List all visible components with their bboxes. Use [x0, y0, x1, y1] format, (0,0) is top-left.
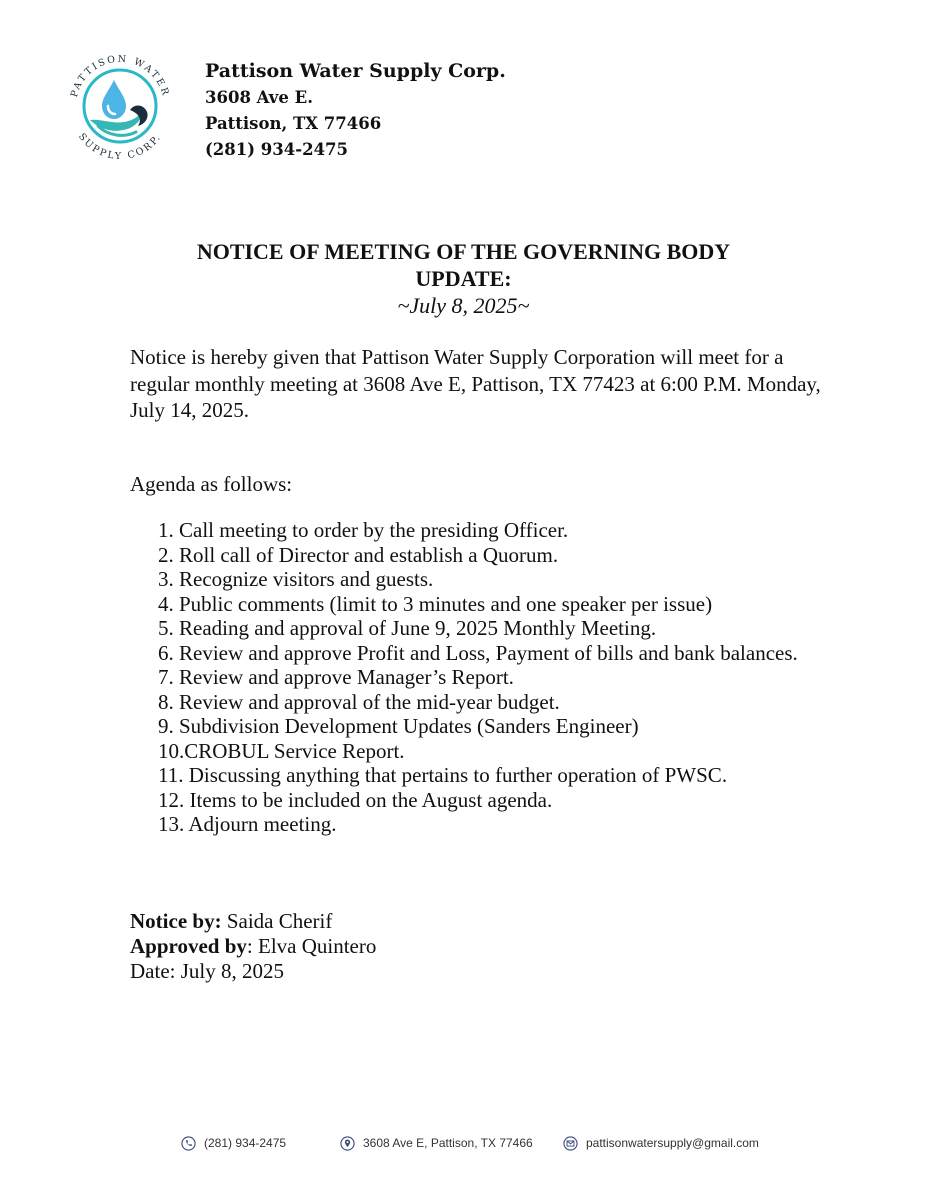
footer-contact-bar — [0, 1132, 927, 1154]
approved-by-label: Approved by — [130, 934, 247, 958]
agenda-item — [158, 812, 798, 837]
agenda-item-text: Recognize visitors and guests. — [179, 567, 434, 591]
agenda-item — [158, 543, 798, 568]
agenda-item — [158, 665, 798, 690]
agenda-item-number: 12. — [158, 787, 185, 812]
agenda-list — [158, 518, 798, 837]
email-icon — [563, 1136, 578, 1151]
notice-title — [0, 238, 927, 319]
agenda-item-text: Reading and approval of June 9, 2025 Monthly Meeting. — [179, 616, 657, 640]
footer-phone-text: (281) 934-2475 — [204, 1136, 287, 1150]
agenda-item-text: Review and approval of the mid-year budget. — [179, 689, 560, 714]
agenda-item-number: 5. — [158, 616, 174, 640]
agenda-item-text: Subdivision Development Updates (Sanders Engineer) — [179, 714, 639, 738]
title-line1: NOTICE OF MEETING OF THE GOVERNING BODY — [196, 239, 731, 264]
agenda-item-number: 1. — [158, 518, 174, 542]
notice-by-label: Notice by: — [130, 909, 222, 933]
agenda-item — [158, 592, 798, 617]
company-address-line1: 3608 Ave E. — [205, 88, 313, 107]
footer-address-text: 3608 Ave E, Pattison, TX 77466 — [363, 1136, 533, 1150]
agenda-item-text: Adjourn meeting. — [188, 812, 337, 836]
agenda-item — [158, 788, 798, 813]
agenda-item-number: 9. — [158, 714, 174, 738]
company-address-line2: Pattison, TX 77466 — [205, 114, 382, 133]
agenda-item-number: 8. — [158, 689, 174, 714]
location-pin-icon — [340, 1136, 355, 1151]
agenda-item-text: CROBUL Service Report. — [184, 738, 405, 763]
agenda-item — [158, 714, 798, 739]
footer-address — [340, 1132, 533, 1154]
agenda-item-number: 7. — [158, 665, 174, 689]
agenda-item — [158, 690, 798, 715]
agenda-item-text: Call meeting to order by the presiding Officer. — [179, 518, 569, 542]
agenda-intro: Agenda as follows: — [130, 472, 293, 496]
water-drop-hands-icon — [58, 44, 182, 168]
agenda-item — [158, 518, 798, 543]
footer-email — [563, 1132, 759, 1154]
agenda-item-text: Roll call of Director and establish a Quorum. — [179, 542, 559, 567]
signoff-block — [130, 909, 376, 984]
agenda-item — [158, 567, 798, 592]
agenda-item-number: 3. — [158, 567, 174, 591]
agenda-item-text: Items to be included on the August agenda. — [189, 787, 553, 812]
agenda-item-number: 4. — [158, 591, 174, 616]
agenda-item — [158, 739, 798, 764]
agenda-item — [158, 616, 798, 641]
title-line2: UPDATE: — [415, 266, 512, 291]
agenda-item-number: 2. — [158, 542, 174, 567]
footer-phone — [181, 1132, 286, 1154]
agenda-item — [158, 763, 798, 788]
notice-by-line — [130, 909, 376, 934]
signoff-date: Date: July 8, 2025 — [130, 959, 284, 983]
company-phone: (281) 934-2475 — [205, 140, 349, 159]
agenda-item-text: Review and approve Profit and Loss, Payment of bills and bank balances. — [179, 640, 798, 665]
approved-by-line — [130, 934, 376, 959]
company-logo — [58, 44, 182, 168]
agenda-item-text: Public comments (limit to 3 minutes and one speaker per issue) — [179, 591, 713, 616]
logo-ring-text-top: PATTISON WATER — [68, 53, 172, 99]
agenda-item-number: 13. — [158, 812, 185, 836]
phone-icon — [181, 1136, 196, 1151]
company-name: Pattison Water Supply Corp. — [205, 60, 506, 82]
agenda-item-text: Discussing anything that pertains to further operation of PWSC. — [188, 763, 728, 787]
notice-paragraph: Notice is hereby given that Pattison Water Supply Corporation will meet for a regular monthly meeting at 3608 Ave E, Pattison, TX 77423 at 6:00 P.M. Monday, July 14, 2025. — [130, 345, 821, 422]
logo-ring-text-bottom: SUPPLY CORP. — [76, 131, 164, 163]
agenda-item-number: 11. — [158, 763, 184, 787]
notice-by-name: Saida Cherif — [226, 909, 333, 933]
letterhead — [205, 57, 506, 163]
title-date: ~July 8, 2025~ — [397, 293, 530, 318]
approved-by-name: : Elva Quintero — [246, 934, 377, 958]
agenda-item-text: Review and approve Manager’s Report. — [179, 665, 514, 689]
footer-email-text[interactable]: pattisonwatersupply@gmail.com — [586, 1136, 759, 1150]
agenda-item-number: 10. — [158, 738, 185, 763]
agenda-item — [158, 641, 798, 666]
agenda-item-number: 6. — [158, 640, 174, 665]
